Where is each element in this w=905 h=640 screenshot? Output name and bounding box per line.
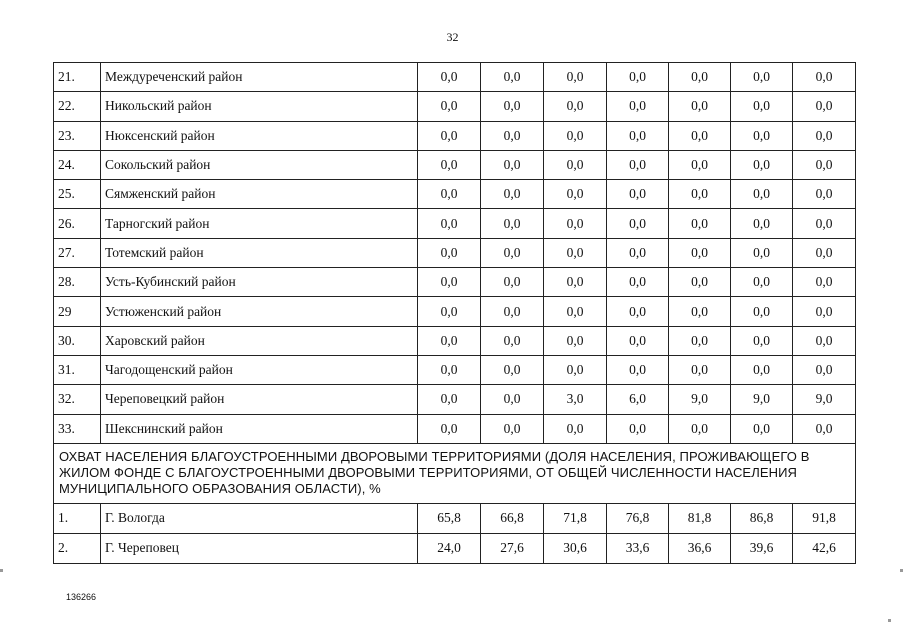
value-cell: 0,0 — [481, 355, 544, 384]
row-number: 32. — [54, 385, 101, 414]
value-cell: 0,0 — [607, 150, 669, 179]
municipality-name: Г. Вологда — [101, 503, 418, 533]
table-row — [54, 238, 856, 267]
row-number: 29 — [54, 297, 101, 326]
value-cell: 0,0 — [607, 121, 669, 150]
value-cell: 27,6 — [481, 533, 544, 563]
value-cell: 0,0 — [418, 63, 481, 92]
municipality-name: Сокольский район — [101, 150, 418, 179]
value-cell: 0,0 — [481, 326, 544, 355]
value-cell: 0,0 — [793, 63, 856, 92]
value-cell: 0,0 — [731, 121, 793, 150]
value-cell: 0,0 — [669, 268, 731, 297]
municipality-name: Череповецкий район — [101, 385, 418, 414]
value-cell: 9,0 — [793, 385, 856, 414]
value-cell: 0,0 — [731, 180, 793, 209]
value-cell: 0,0 — [731, 209, 793, 238]
value-cell: 0,0 — [418, 238, 481, 267]
section-heading: ОХВАТ НАСЕЛЕНИЯ БЛАГОУСТРОЕННЫМИ ДВОРОВЫМИ ТЕРРИТОРИЯМИ (ДОЛЯ НАСЕЛЕНИЯ, ПРОЖИВАЮЩЕГО В ЖИЛОМ ФОНДЕ С БЛАГОУСТРОЕННЫМИ ДВОРОВЫМИ ТЕРРИТОРИЯМИ, ОТ ОБЩЕЙ ЧИСЛЕННОСТИ НАСЕЛЕНИЯ МУНИЦИПАЛЬНОГО ОБРАЗОВАНИЯ ОБЛАСТИ), % — [54, 443, 856, 503]
coverage-section — [54, 443, 856, 563]
page-number: 32 — [446, 30, 459, 44]
row-number: 25. — [54, 180, 101, 209]
row-number: 21. — [54, 63, 101, 92]
scan-mark-left — [0, 569, 3, 572]
value-cell: 0,0 — [731, 297, 793, 326]
value-cell: 0,0 — [731, 92, 793, 121]
row-number: 30. — [54, 326, 101, 355]
value-cell: 0,0 — [481, 150, 544, 179]
value-cell: 0,0 — [669, 121, 731, 150]
value-cell: 0,0 — [731, 414, 793, 443]
row-number: 23. — [54, 121, 101, 150]
value-cell: 0,0 — [793, 209, 856, 238]
table-row — [54, 268, 856, 297]
value-cell: 0,0 — [418, 326, 481, 355]
value-cell: 91,8 — [793, 503, 856, 533]
table-row — [54, 414, 856, 443]
value-cell: 71,8 — [544, 503, 607, 533]
value-cell: 36,6 — [669, 533, 731, 563]
row-number: 1. — [54, 503, 101, 533]
value-cell: 0,0 — [418, 180, 481, 209]
value-cell: 9,0 — [731, 385, 793, 414]
value-cell: 0,0 — [669, 326, 731, 355]
value-cell: 0,0 — [607, 297, 669, 326]
value-cell: 0,0 — [544, 63, 607, 92]
value-cell: 0,0 — [418, 268, 481, 297]
value-cell: 0,0 — [793, 180, 856, 209]
table-row — [54, 121, 856, 150]
value-cell: 0,0 — [793, 326, 856, 355]
row-number: 33. — [54, 414, 101, 443]
district-rows — [54, 63, 856, 444]
value-cell: 0,0 — [669, 63, 731, 92]
value-cell: 0,0 — [544, 209, 607, 238]
value-cell: 0,0 — [481, 414, 544, 443]
value-cell: 42,6 — [793, 533, 856, 563]
value-cell: 0,0 — [793, 121, 856, 150]
value-cell: 0,0 — [481, 180, 544, 209]
value-cell: 0,0 — [731, 238, 793, 267]
value-cell: 0,0 — [544, 92, 607, 121]
municipality-name: Харовский район — [101, 326, 418, 355]
value-cell: 0,0 — [669, 355, 731, 384]
value-cell: 0,0 — [544, 268, 607, 297]
row-number: 22. — [54, 92, 101, 121]
municipality-name: Междуреченский район — [101, 63, 418, 92]
table-row — [54, 385, 856, 414]
document-code: 136266 — [66, 592, 97, 602]
value-cell: 0,0 — [481, 268, 544, 297]
value-cell: 0,0 — [418, 92, 481, 121]
row-number: 2. — [54, 533, 101, 563]
value-cell: 0,0 — [731, 355, 793, 384]
municipality-name: Тотемский район — [101, 238, 418, 267]
value-cell: 0,0 — [669, 209, 731, 238]
value-cell: 0,0 — [731, 268, 793, 297]
value-cell: 0,0 — [544, 150, 607, 179]
value-cell: 0,0 — [418, 414, 481, 443]
value-cell: 76,8 — [607, 503, 669, 533]
table-row — [54, 209, 856, 238]
value-cell: 0,0 — [544, 326, 607, 355]
value-cell: 0,0 — [731, 63, 793, 92]
municipality-name: Устюженский район — [101, 297, 418, 326]
table-row — [54, 355, 856, 384]
value-cell: 0,0 — [418, 385, 481, 414]
municipality-name: Никольский район — [101, 92, 418, 121]
value-cell: 0,0 — [607, 238, 669, 267]
value-cell: 0,0 — [418, 121, 481, 150]
value-cell: 0,0 — [481, 238, 544, 267]
row-number: 31. — [54, 355, 101, 384]
value-cell: 0,0 — [669, 150, 731, 179]
value-cell: 0,0 — [481, 385, 544, 414]
value-cell: 0,0 — [544, 238, 607, 267]
municipality-name: Нюксенский район — [101, 121, 418, 150]
municipality-name: Сямженский район — [101, 180, 418, 209]
table-row — [54, 92, 856, 121]
value-cell: 0,0 — [793, 238, 856, 267]
value-cell: 0,0 — [544, 355, 607, 384]
value-cell: 3,0 — [544, 385, 607, 414]
value-cell: 0,0 — [481, 121, 544, 150]
value-cell: 0,0 — [793, 297, 856, 326]
value-cell: 66,8 — [481, 503, 544, 533]
scan-mark-right — [900, 569, 903, 572]
value-cell: 0,0 — [418, 297, 481, 326]
value-cell: 0,0 — [481, 63, 544, 92]
scan-mark-bottom-right — [888, 619, 891, 622]
municipality-name: Чагодощенский район — [101, 355, 418, 384]
value-cell: 0,0 — [481, 92, 544, 121]
table-row — [54, 503, 856, 533]
indicators-table — [53, 62, 856, 564]
value-cell: 0,0 — [607, 268, 669, 297]
value-cell: 0,0 — [607, 92, 669, 121]
value-cell: 0,0 — [418, 150, 481, 179]
municipality-name: Тарногский район — [101, 209, 418, 238]
value-cell: 0,0 — [607, 355, 669, 384]
value-cell: 0,0 — [793, 92, 856, 121]
value-cell: 6,0 — [607, 385, 669, 414]
value-cell: 0,0 — [607, 209, 669, 238]
value-cell: 0,0 — [793, 414, 856, 443]
table-row — [54, 180, 856, 209]
value-cell: 0,0 — [481, 209, 544, 238]
value-cell: 0,0 — [607, 63, 669, 92]
row-number: 24. — [54, 150, 101, 179]
value-cell: 86,8 — [731, 503, 793, 533]
value-cell: 0,0 — [481, 297, 544, 326]
value-cell: 0,0 — [731, 326, 793, 355]
value-cell: 0,0 — [544, 180, 607, 209]
table-row — [54, 326, 856, 355]
value-cell: 0,0 — [669, 180, 731, 209]
row-number: 27. — [54, 238, 101, 267]
value-cell: 0,0 — [669, 238, 731, 267]
table-row — [54, 150, 856, 179]
value-cell: 33,6 — [607, 533, 669, 563]
row-number: 28. — [54, 268, 101, 297]
value-cell: 0,0 — [607, 180, 669, 209]
value-cell: 65,8 — [418, 503, 481, 533]
value-cell: 9,0 — [669, 385, 731, 414]
value-cell: 0,0 — [544, 414, 607, 443]
table-row — [54, 297, 856, 326]
value-cell: 0,0 — [669, 92, 731, 121]
row-number: 26. — [54, 209, 101, 238]
value-cell: 0,0 — [418, 209, 481, 238]
municipality-name: Усть-Кубинский район — [101, 268, 418, 297]
municipality-name: Шекснинский район — [101, 414, 418, 443]
value-cell: 30,6 — [544, 533, 607, 563]
municipality-name: Г. Череповец — [101, 533, 418, 563]
value-cell: 0,0 — [607, 414, 669, 443]
value-cell: 0,0 — [607, 326, 669, 355]
table-row — [54, 63, 856, 92]
value-cell: 81,8 — [669, 503, 731, 533]
value-cell: 24,0 — [418, 533, 481, 563]
table-row — [54, 533, 856, 563]
value-cell: 0,0 — [669, 414, 731, 443]
value-cell: 0,0 — [793, 268, 856, 297]
value-cell: 39,6 — [731, 533, 793, 563]
value-cell: 0,0 — [544, 121, 607, 150]
value-cell: 0,0 — [544, 297, 607, 326]
section-header-row — [54, 443, 856, 503]
value-cell: 0,0 — [418, 355, 481, 384]
value-cell: 0,0 — [669, 297, 731, 326]
value-cell: 0,0 — [793, 355, 856, 384]
value-cell: 0,0 — [731, 150, 793, 179]
value-cell: 0,0 — [793, 150, 856, 179]
